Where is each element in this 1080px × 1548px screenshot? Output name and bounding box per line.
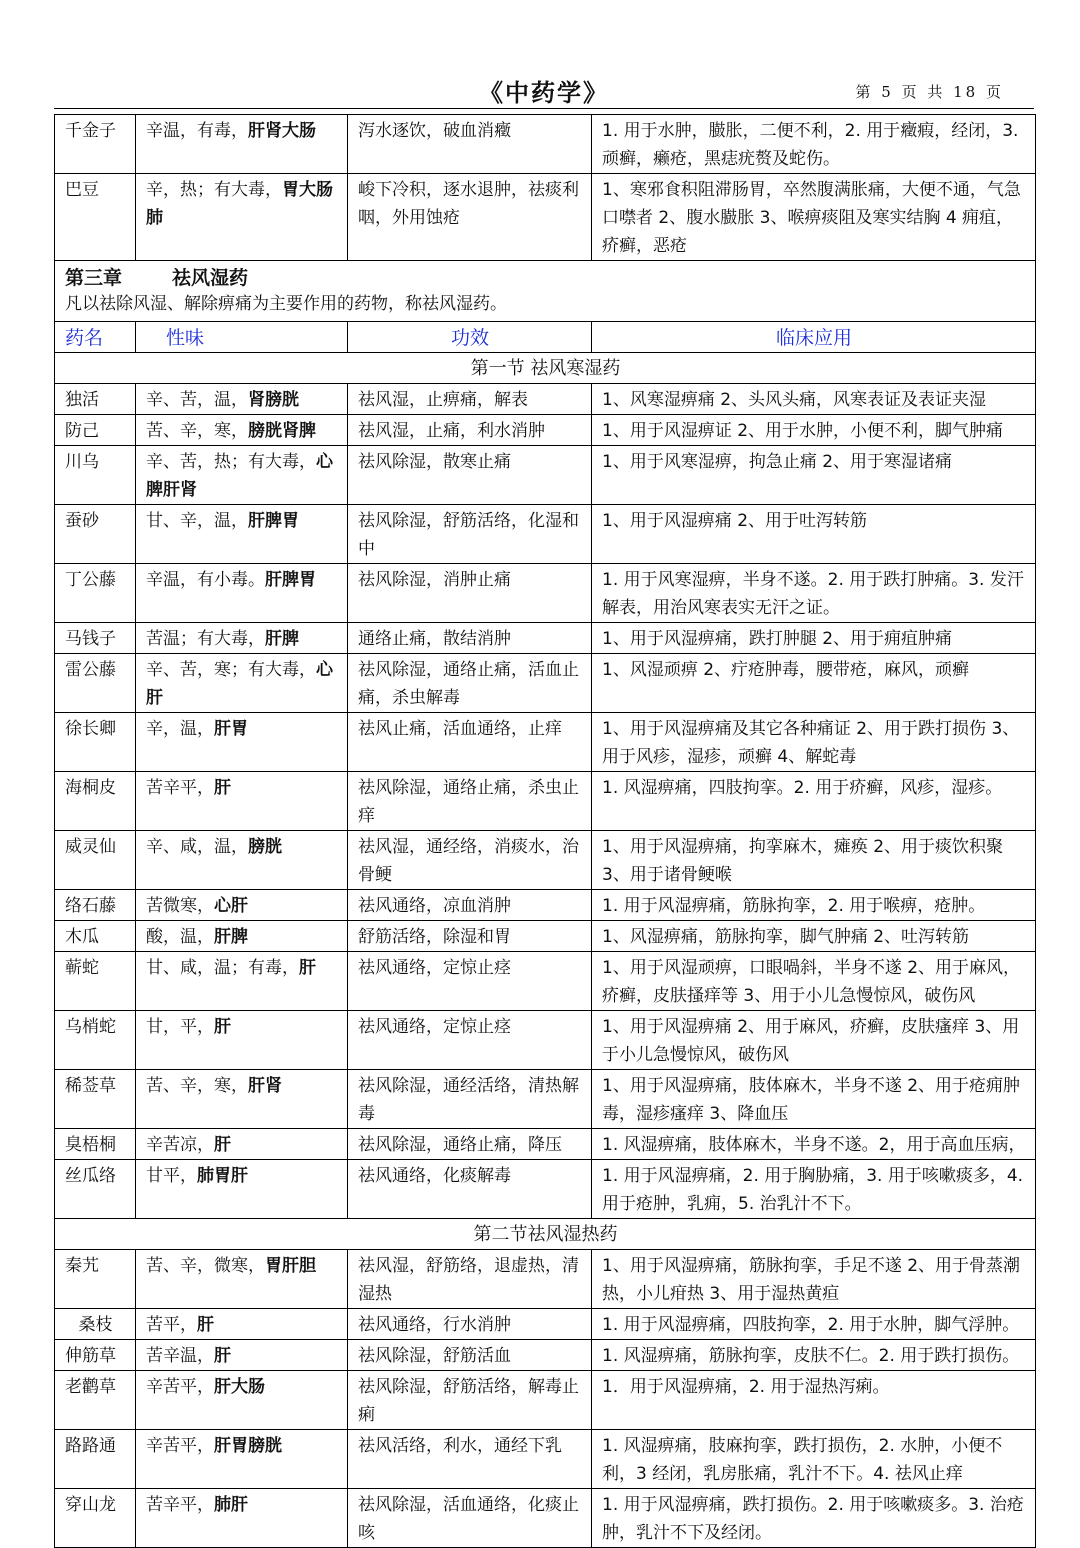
page-header <box>54 78 1034 109</box>
herb-nature: 辛苦平， <box>146 1377 214 1397</box>
herb-name: 桑枝 <box>55 1309 136 1340</box>
herb-effect: 舒筋活络，除湿和胃 <box>348 921 592 952</box>
herb-name: 丁公藤 <box>55 564 136 623</box>
herb-effect: 祛风湿，通经络，消痰水，治骨鲠 <box>348 831 592 890</box>
section-title: 第一节 祛风寒湿药 <box>55 353 1036 384</box>
table-row <box>55 831 1036 890</box>
herb-effect: 祛风通络，定惊止痉 <box>348 1011 592 1070</box>
section-row <box>55 353 1036 384</box>
herb-nature: 辛、苦，寒；有大毒， <box>146 660 316 680</box>
table-row <box>55 1250 1036 1309</box>
herb-nature: 苦平， <box>146 1315 197 1335</box>
book-title: 《中药学》 <box>479 78 609 107</box>
herb-effect: 祛风除湿，通络止痛，降压 <box>348 1129 592 1160</box>
herb-meridian: 胃大肠肺 <box>146 180 333 228</box>
herb-nature-cell <box>136 772 348 831</box>
herb-meridian: 肝大肠 <box>214 1377 265 1397</box>
chapter-description: 凡以祛除风湿、解除痹痛为主要作用的药物，称祛风湿药。 <box>65 294 507 314</box>
table-row <box>55 623 1036 654</box>
table-row <box>55 1371 1036 1430</box>
herb-effect: 祛风除湿，舒筋活络，化湿和中 <box>348 505 592 564</box>
herb-nature-cell <box>136 713 348 772</box>
table-row <box>55 772 1036 831</box>
herb-name: 威灵仙 <box>55 831 136 890</box>
herb-effect: 祛风除湿，舒筋活血 <box>348 1340 592 1371</box>
table-row <box>55 384 1036 415</box>
page-number: 第 5 页 共 18 页 <box>855 83 1004 101</box>
herb-nature: 苦、辛，寒， <box>146 1076 248 1096</box>
chapter-heading <box>65 265 1025 291</box>
herb-clinical: 1、风湿痹痛，筋脉拘挛，脚气肿痛 2、吐泻转筋 <box>592 921 1036 952</box>
herb-clinical: 1. 用于风湿痹痛，2. 用于胸胁痛，3. 用于咳嗽痰多，4. 用于疮肿，乳痈，5. 治乳汁不下。 <box>592 1160 1036 1219</box>
herb-meridian: 肝脾 <box>214 927 248 947</box>
herb-clinical: 1、用于风湿痹痛，跌打肿腿 2、用于痈疽肿痛 <box>592 623 1036 654</box>
herb-name: 川乌 <box>55 446 136 505</box>
herb-name: 蚕砂 <box>55 505 136 564</box>
chapter-title: 祛风湿药 <box>172 267 249 289</box>
herb-name: 老鹳草 <box>55 1371 136 1430</box>
herb-nature: 苦微寒， <box>146 896 214 916</box>
herb-name: 路路通 <box>55 1430 136 1489</box>
herb-effect: 祛风湿，止痛，利水消肿 <box>348 415 592 446</box>
herb-nature: 辛、咸，温， <box>146 837 248 857</box>
herb-effect: 祛风通络，行水消肿 <box>348 1309 592 1340</box>
table-row <box>55 952 1036 1011</box>
herb-nature: 甘、辛，温， <box>146 511 248 531</box>
herb-meridian: 肝脾 <box>265 629 299 649</box>
herb-meridian: 心脾肝肾 <box>146 452 333 500</box>
herb-meridian: 心肝 <box>146 660 333 708</box>
herb-name: 雷公藤 <box>55 654 136 713</box>
herb-meridian: 肝 <box>214 1135 231 1155</box>
herb-meridian: 肝 <box>197 1315 214 1335</box>
herb-clinical: 1、用于风湿痹证 2、用于水肿，小便不利，脚气肿痛 <box>592 415 1036 446</box>
herb-effect: 祛风除湿，通经活络，清热解毒 <box>348 1070 592 1129</box>
column-header-nature: 性味 <box>136 322 348 353</box>
herb-effect: 祛风除湿，活血通络，化痰止咳 <box>348 1489 592 1548</box>
table-row <box>55 1011 1036 1070</box>
table-row <box>55 564 1036 623</box>
herb-clinical: 1、用于风湿顽痹，口眼喎斜，半身不遂 2、用于麻风，疥癣，皮肤搔痒等 3、用于小儿急慢惊风，破伤风 <box>592 952 1036 1011</box>
herb-meridian: 肝脾胃 <box>265 570 316 590</box>
herb-meridian: 肝 <box>299 958 316 978</box>
table-row <box>55 890 1036 921</box>
column-header-name: 药名 <box>55 322 136 353</box>
herb-clinical: 1. 风湿痹痛，筋脉拘挛，皮肤不仁。2. 用于跌打损伤。 <box>592 1340 1036 1371</box>
table-row <box>55 505 1036 564</box>
herb-name: 络石藤 <box>55 890 136 921</box>
herb-nature: 辛苦平， <box>146 1436 214 1456</box>
herb-nature-cell <box>136 1371 348 1430</box>
herb-table <box>54 114 1036 1548</box>
herb-meridian: 心肝 <box>214 896 248 916</box>
herb-name: 海桐皮 <box>55 772 136 831</box>
herb-meridian: 肺胃肝 <box>197 1166 248 1186</box>
herb-name: 丝瓜络 <box>55 1160 136 1219</box>
herb-clinical: 1. 用于风湿痹痛，跌打损伤。2. 用于咳嗽痰多。3. 治疮肿，乳汁不下及经闭。 <box>592 1489 1036 1548</box>
herb-nature-cell <box>136 384 348 415</box>
herb-nature-cell <box>136 115 348 174</box>
herb-effect: 祛风除湿，散寒止痛 <box>348 446 592 505</box>
herb-name: 马钱子 <box>55 623 136 654</box>
herb-meridian: 肝胃膀胱 <box>214 1436 282 1456</box>
table-row <box>55 713 1036 772</box>
herb-nature-cell <box>136 1340 348 1371</box>
herb-effect: 祛风止痛，活血通络，止痒 <box>348 713 592 772</box>
table-row <box>55 115 1036 174</box>
herb-effect: 祛风通络，定惊止痉 <box>348 952 592 1011</box>
herb-name: 穿山龙 <box>55 1489 136 1548</box>
herb-nature: 甘，平， <box>146 1017 214 1037</box>
herb-clinical: 1. 用于风湿痹痛，筋脉拘挛，2. 用于喉痹，疮肿。 <box>592 890 1036 921</box>
herb-nature: 苦辛平， <box>146 778 214 798</box>
herb-nature: 辛、苦，温， <box>146 390 248 410</box>
herb-meridian: 胃肝胆 <box>265 1256 316 1276</box>
herb-meridian: 肝 <box>214 1346 231 1366</box>
table-row <box>55 1160 1036 1219</box>
herb-clinical: 1、用于风湿痹痛 2、用于麻风，疥癣，皮肤瘙痒 3、用于小儿急慢惊风，破伤风 <box>592 1011 1036 1070</box>
herb-nature-cell <box>136 890 348 921</box>
herb-clinical: 1. 风湿痹痛，肢体麻木，半身不遂。2，用于高血压病， <box>592 1129 1036 1160</box>
table-row <box>55 654 1036 713</box>
chapter-number: 第三章 <box>65 267 123 289</box>
herb-clinical: 1、用于风湿痹痛，肢体麻木，半身不遂 2、用于疮痈肿毒，湿疹瘙痒 3、降血压 <box>592 1070 1036 1129</box>
table-row <box>55 1489 1036 1548</box>
herb-nature-cell <box>136 564 348 623</box>
herb-name: 木瓜 <box>55 921 136 952</box>
herb-effect: 峻下冷积，逐水退肿，祛痰利咽，外用蚀疮 <box>348 174 592 261</box>
herb-nature: 辛苦凉， <box>146 1135 214 1155</box>
column-header-clinical: 临床应用 <box>592 322 1036 353</box>
herb-nature-cell <box>136 952 348 1011</box>
herb-nature-cell <box>136 446 348 505</box>
herb-effect: 祛风除湿，通络止痛，活血止痛，杀虫解毒 <box>348 654 592 713</box>
herb-nature: 辛，温， <box>146 719 214 739</box>
herb-nature: 甘平， <box>146 1166 197 1186</box>
herb-nature: 辛温，有毒， <box>146 121 248 141</box>
herb-name: 伸筋草 <box>55 1340 136 1371</box>
herb-meridian: 肝肾大肠 <box>248 121 316 141</box>
herb-meridian: 肝胃 <box>214 719 248 739</box>
herb-nature: 苦、辛，寒， <box>146 421 248 441</box>
herb-clinical: 1．用于风湿痹痛，2. 用于湿热泻痢。 <box>592 1371 1036 1430</box>
herb-nature-cell <box>136 415 348 446</box>
herb-name: 秦艽 <box>55 1250 136 1309</box>
herb-effect: 祛风除湿，消肿止痛 <box>348 564 592 623</box>
herb-clinical: 1. 用于风寒湿痹，半身不遂。2. 用于跌打肿痛。3. 发汗解表，用治风寒表实无汗之证。 <box>592 564 1036 623</box>
herb-effect: 祛风活络，利水，通经下乳 <box>348 1430 592 1489</box>
section-row <box>55 1219 1036 1250</box>
herb-effect: 通络止痛，散结消肿 <box>348 623 592 654</box>
herb-clinical: 1、用于风湿痹痛，筋脉拘挛，手足不遂 2、用于骨蒸潮热，小儿疳热 3、用于湿热黄疸 <box>592 1250 1036 1309</box>
herb-name: 乌梢蛇 <box>55 1011 136 1070</box>
table-row <box>55 415 1036 446</box>
herb-nature-cell <box>136 1011 348 1070</box>
herb-nature: 辛，热；有大毒， <box>146 180 282 200</box>
herb-nature-cell <box>136 1489 348 1548</box>
herb-name: 稀莶草 <box>55 1070 136 1129</box>
herb-effect: 祛风通络，凉血消肿 <box>348 890 592 921</box>
table-row <box>55 1340 1036 1371</box>
herb-name: 巴豆 <box>55 174 136 261</box>
herb-clinical: 1、用于风湿痹痛 2、用于吐泻转筋 <box>592 505 1036 564</box>
herb-nature-cell <box>136 1070 348 1129</box>
herb-effect: 祛风湿，止痹痛，解表 <box>348 384 592 415</box>
herb-effect: 祛风湿，舒筋络，退虚热，清湿热 <box>348 1250 592 1309</box>
herb-nature-cell <box>136 831 348 890</box>
herb-name: 臭梧桐 <box>55 1129 136 1160</box>
herb-meridian: 肝 <box>214 778 231 798</box>
herb-name: 徐长卿 <box>55 713 136 772</box>
herb-clinical: 1、用于风湿痹痛及其它各种痛证 2、用于跌打损伤 3、用于风疹，湿疹，顽癣 4、解蛇毒 <box>592 713 1036 772</box>
herb-clinical: 1、寒邪食积阻滞肠胃，卒然腹满胀痛，大便不通，气急口噤者 2、腹水臌胀 3、喉痹痰阻及寒实结胸 4 痈疽，疥癣，恶疮 <box>592 174 1036 261</box>
herb-clinical: 1. 风湿痹痛，四肢拘挛。2. 用于疥癣，风疹，湿疹。 <box>592 772 1036 831</box>
herb-nature-cell <box>136 1250 348 1309</box>
table-row <box>55 921 1036 952</box>
herb-clinical: 1、风湿顽痹 2、疔疮肿毒，腰带疮，麻风，顽癣 <box>592 654 1036 713</box>
herb-meridian: 膀胱肾脾 <box>248 421 316 441</box>
column-header-row <box>55 322 1036 353</box>
herb-nature-cell <box>136 174 348 261</box>
herb-nature-cell <box>136 1430 348 1489</box>
herb-clinical: 1. 风湿痹痛，肢麻拘挛，跌打损伤，2. 水肿，小便不利，3 经闭，乳房胀痛，乳汁不下。4. 祛风止痒 <box>592 1430 1036 1489</box>
herb-clinical: 1、风寒湿痹痛 2、头风头痛，风寒表证及表证夹湿 <box>592 384 1036 415</box>
herb-nature: 辛温，有小毒。 <box>146 570 265 590</box>
herb-nature-cell <box>136 623 348 654</box>
herb-meridian: 肝脾胃 <box>248 511 299 531</box>
table-row <box>55 1430 1036 1489</box>
herb-nature-cell <box>136 505 348 564</box>
table-row <box>55 1309 1036 1340</box>
herb-clinical: 1. 用于风湿痹痛，四肢拘挛，2. 用于水肿，脚气浮肿。 <box>592 1309 1036 1340</box>
herb-meridian: 肾膀胱 <box>248 390 299 410</box>
herb-name: 千金子 <box>55 115 136 174</box>
herb-nature-cell <box>136 1309 348 1340</box>
herb-nature: 苦温；有大毒， <box>146 629 265 649</box>
herb-meridian: 膀胱 <box>248 837 282 857</box>
herb-nature-cell <box>136 654 348 713</box>
herb-nature: 苦、辛，微寒， <box>146 1256 265 1276</box>
herb-nature: 苦辛温， <box>146 1346 214 1366</box>
chapter-row <box>55 261 1036 322</box>
herb-nature: 辛、苦，热；有大毒， <box>146 452 316 472</box>
herb-effect: 泻水逐饮，破血消癥 <box>348 115 592 174</box>
herb-name: 蕲蛇 <box>55 952 136 1011</box>
column-header-effect: 功效 <box>348 322 592 353</box>
herb-clinical: 1. 用于水肿，臌胀，二便不利，2. 用于癥瘕，经闭，3. 顽癣，癞疮，黑痣疣赘及蛇伤。 <box>592 115 1036 174</box>
herb-meridian: 肺肝 <box>214 1495 248 1515</box>
herb-nature-cell <box>136 1129 348 1160</box>
table-row <box>55 174 1036 261</box>
herb-nature-cell <box>136 921 348 952</box>
herb-nature: 甘、咸，温；有毒， <box>146 958 299 978</box>
herb-nature-cell <box>136 1160 348 1219</box>
section-title: 第二节祛风湿热药 <box>55 1219 1036 1250</box>
herb-nature: 酸，温， <box>146 927 214 947</box>
herb-effect: 祛风通络，化痰解毒 <box>348 1160 592 1219</box>
herb-effect: 祛风除湿，通络止痛，杀虫止痒 <box>348 772 592 831</box>
herb-clinical: 1、用于风寒湿痹，拘急止痛 2、用于寒湿诸痛 <box>592 446 1036 505</box>
herb-clinical: 1、用于风湿痹痛，拘挛麻木，瘫痪 2、用于痰饮积聚 3、用于诸骨鲠喉 <box>592 831 1036 890</box>
herb-effect: 祛风除湿，舒筋活络，解毒止痢 <box>348 1371 592 1430</box>
table-row <box>55 1129 1036 1160</box>
table-row <box>55 446 1036 505</box>
herb-meridian: 肝 <box>214 1017 231 1037</box>
herb-nature: 苦辛平， <box>146 1495 214 1515</box>
table-row <box>55 1070 1036 1129</box>
herb-name: 独活 <box>55 384 136 415</box>
herb-name: 防己 <box>55 415 136 446</box>
herb-meridian: 肝肾 <box>248 1076 282 1096</box>
